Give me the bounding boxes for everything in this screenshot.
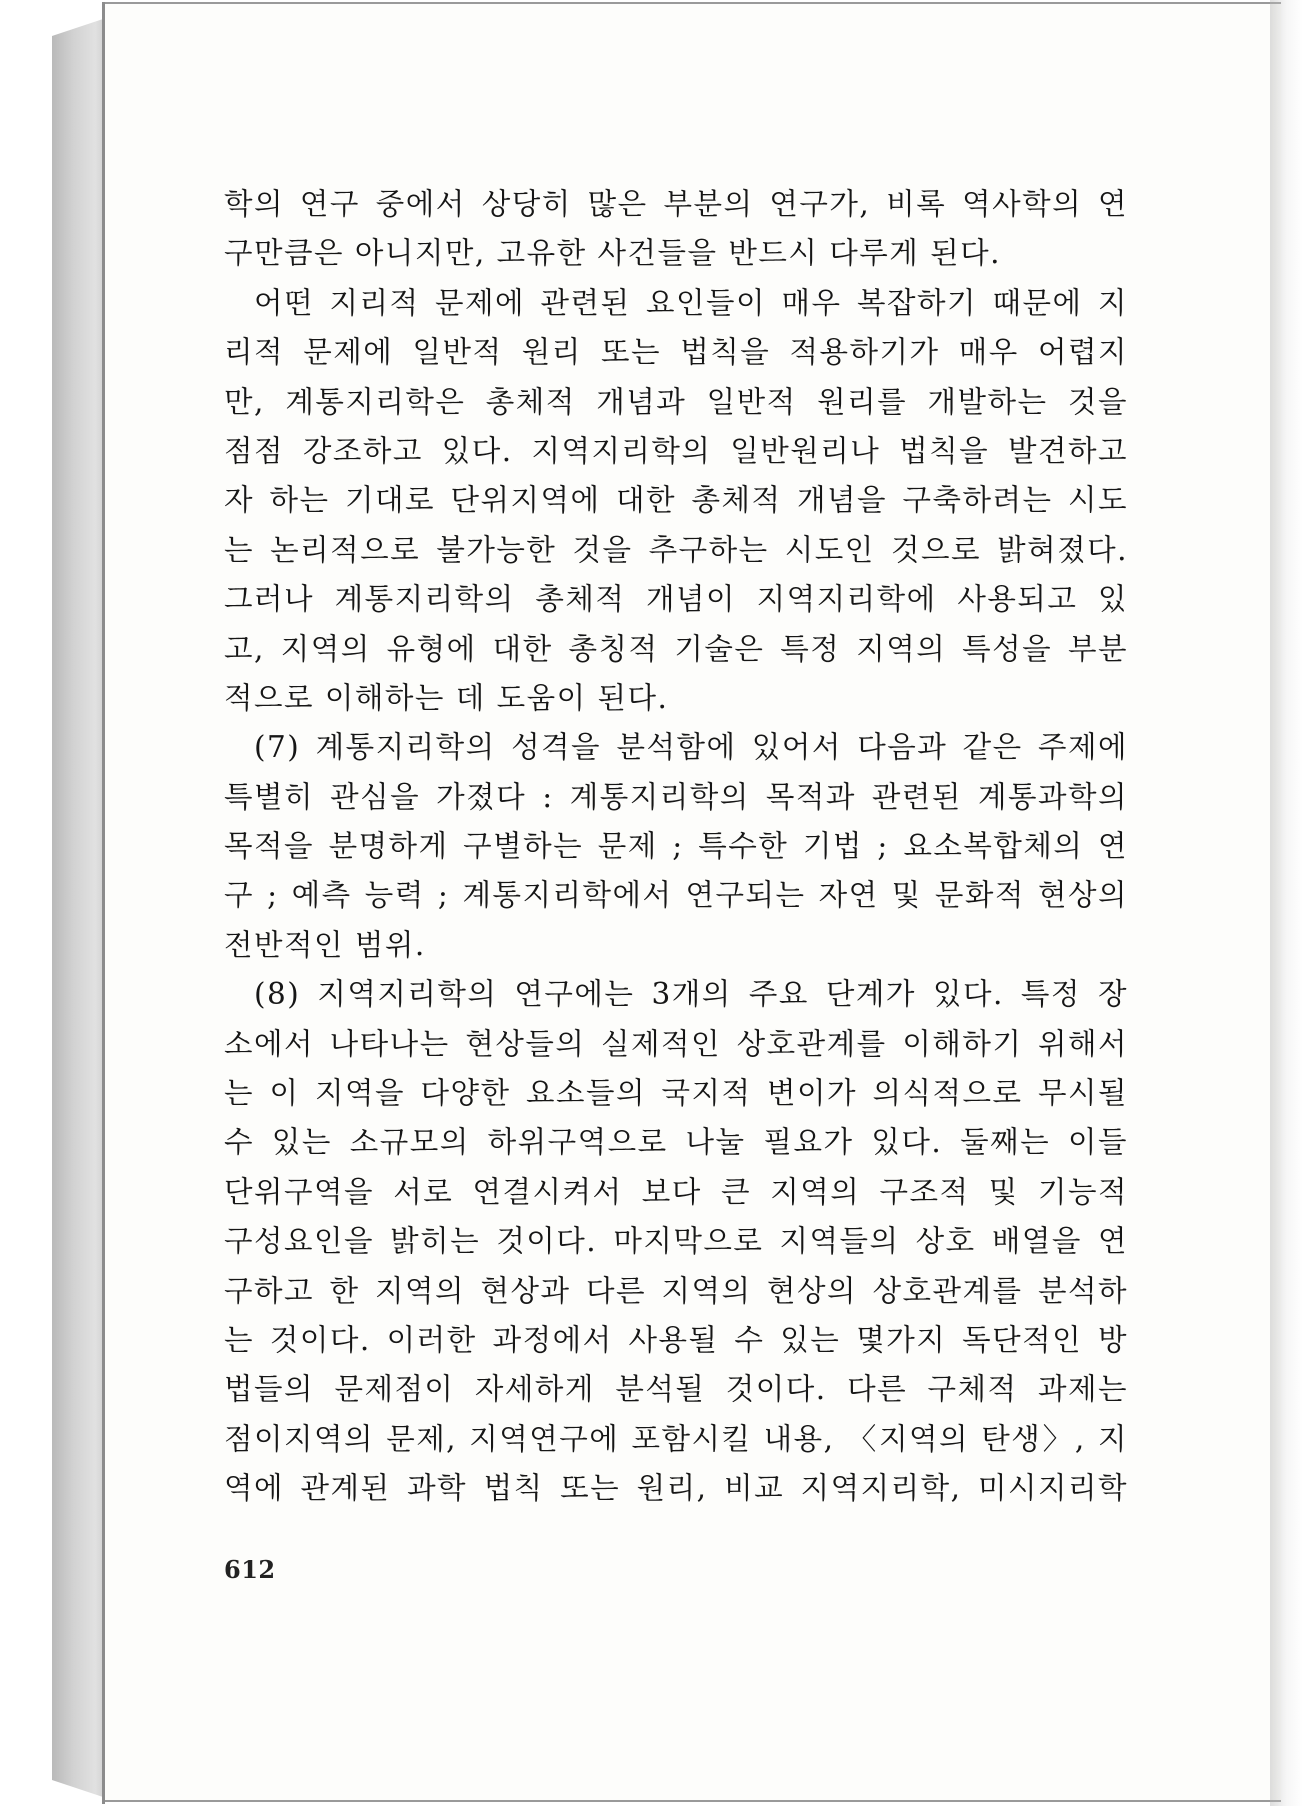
text-line: 단위구역을 서로 연결시켜서 보다 큰 지역의 구조적 및 기능적: [224, 1174, 1128, 1209]
body-text: [224, 180, 1128, 1514]
text-line: 학의 연구 중에서 상당히 많은 부분의 연구가, 비록 역사학의 연: [224, 187, 1128, 221]
text-line: 역에 관계된 과학 법칙 또는 원리, 비교 지역지리학, 미시지리학: [224, 1471, 1128, 1506]
text-line: 는 논리적으로 불가능한 것을 추구하는 시도인 것으로 밝혀졌다.: [224, 532, 1128, 567]
text-line: 법들의 문제점이 자세하게 분석될 것이다. 다른 구체적 과제는: [224, 1372, 1128, 1407]
text-line: 고, 지역의 유형에 대한 총칭적 기술은 특정 지역의 특성을 부분: [224, 631, 1128, 666]
text-line: 는 이 지역을 다양한 요소들의 국지적 변이가 의식적으로 무시될: [224, 1076, 1128, 1111]
book-spine-edge: [52, 18, 106, 1798]
text-line: 리적 문제에 일반적 원리 또는 법칙을 적용하기가 매우 어렵지: [224, 335, 1128, 370]
text-line: 목적을 분명하게 구별하는 문제 ; 특수한 기법 ; 요소복합체의 연: [224, 829, 1128, 864]
text-line: 수 있는 소규모의 하위구역으로 나눌 필요가 있다. 둘째는 이들: [224, 1125, 1128, 1160]
text-line: 자 하는 기대로 단위지역에 대한 총체적 개념을 구축하려는 시도: [224, 483, 1128, 518]
text-line: 구성요인을 밝히는 것이다. 마지막으로 지역들의 상호 배열을 연: [224, 1224, 1128, 1259]
page-right-shadow: [1270, 0, 1303, 1806]
text-line: 만, 계통지리학은 총체적 개념과 일반적 원리를 개발하는 것을: [224, 384, 1128, 419]
text-line-paragraph-start: 어떤 지리적 문제에 관련된 요인들이 매우 복잡하기 때문에 지: [254, 285, 1128, 320]
text-line: 점점 강조하고 있다. 지역지리학의 일반원리나 법칙을 발견하고: [224, 433, 1128, 468]
text-line-paragraph-start: (8) 지역지리학의 연구에는 3개의 주요 단계가 있다. 특정 장: [254, 977, 1128, 1012]
text-line: 그러나 계통지리학의 총체적 개념이 지역지리학에 사용되고 있: [224, 582, 1128, 617]
text-line: 는 것이다. 이러한 과정에서 사용될 수 있는 몇가지 독단적인 방: [224, 1322, 1128, 1357]
text-line: 소에서 나타나는 현상들의 실제적인 상호관계를 이해하기 위해서: [224, 1026, 1128, 1061]
text-line: 특별히 관심을 가졌다 : 계통지리학의 목적과 관련된 계통과학의: [224, 779, 1128, 814]
text-line: 구만큼은 아니지만, 고유한 사건들을 반드시 다루게 된다.: [224, 236, 1001, 271]
text-line: 구 ; 예측 능력 ; 계통지리학에서 연구되는 자연 및 문화적 현상의: [224, 878, 1128, 913]
text-line: 구하고 한 지역의 현상과 다른 지역의 현상의 상호관계를 분석하: [224, 1273, 1128, 1308]
text-line: 점이지역의 문제, 지역연구에 포함시킬 내용, 〈지역의 탄생〉, 지: [224, 1421, 1128, 1456]
text-line: 적으로 이해하는 데 도움이 된다.: [224, 680, 669, 715]
text-line: 전반적인 범위.: [224, 927, 426, 962]
text-line-paragraph-start: (7) 계통지리학의 성격을 분석함에 있어서 다음과 같은 주제에: [254, 730, 1128, 765]
page-number: 612: [224, 1555, 276, 1584]
